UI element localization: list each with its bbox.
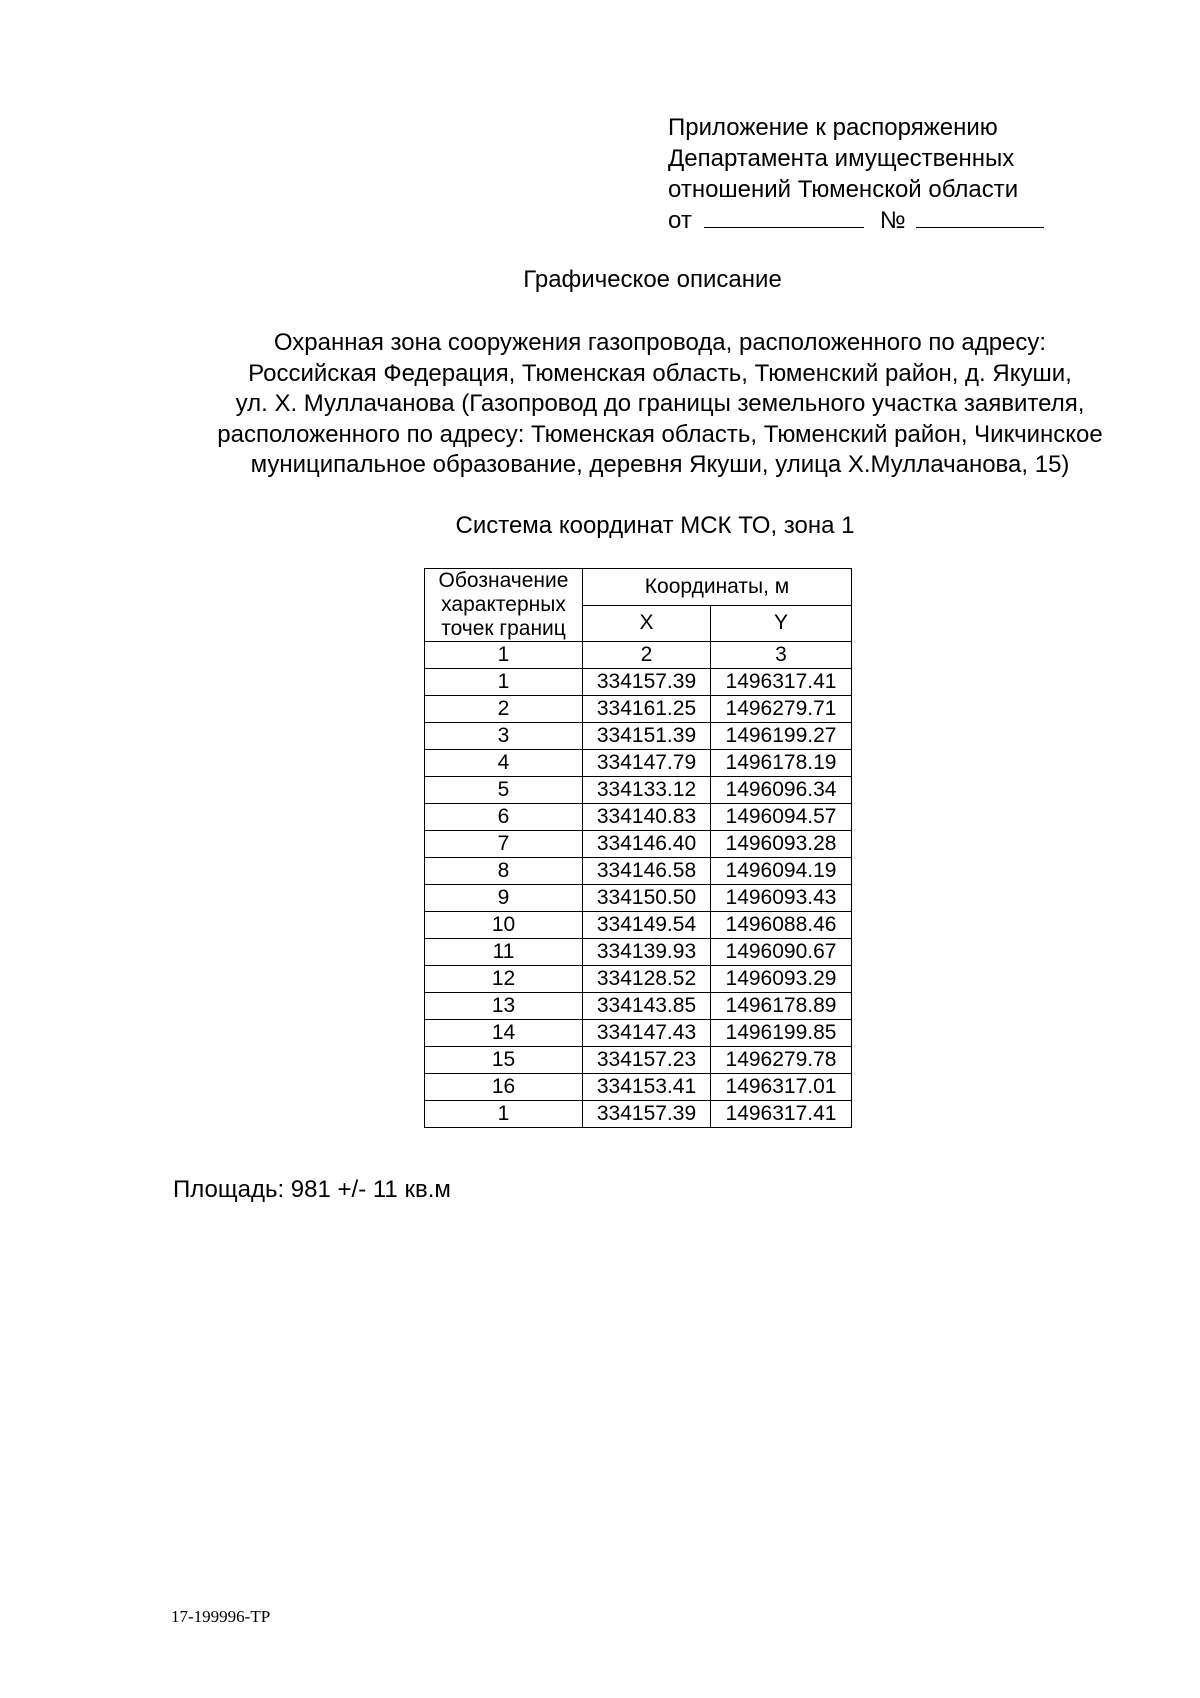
y-cell: 1496199.85: [711, 1020, 852, 1047]
x-cell: 334161.25: [583, 696, 711, 723]
point-cell: 15: [425, 1047, 583, 1074]
x-cell: 334128.52: [583, 966, 711, 993]
header-y: Y: [711, 605, 852, 642]
footer-code: 17-199996-TP: [171, 1607, 271, 1626]
point-cell: 7: [425, 831, 583, 858]
area-text: Площадь: 981 +/- 11 кв.м: [173, 1176, 451, 1203]
appendix-line: Департамента имущественных: [668, 145, 1015, 172]
y-cell: 1496093.43: [711, 885, 852, 912]
point-cell: 8: [425, 858, 583, 885]
x-cell: 334139.93: [583, 939, 711, 966]
x-cell: 334153.41: [583, 1074, 711, 1101]
y-cell: 1496088.46: [711, 912, 852, 939]
table-row: [425, 831, 852, 858]
table-row: [425, 993, 852, 1020]
y-cell: 1496094.19: [711, 858, 852, 885]
y-cell: 1496093.29: [711, 966, 852, 993]
subject-line: Охранная зона сооружения газопровода, расположенного по адресу:: [273, 329, 1047, 356]
document-title: Графическое описание: [523, 266, 782, 293]
header-point: Обозначение характерных точек границ: [425, 569, 583, 642]
point-cell: 9: [425, 885, 583, 912]
x-cell: 334146.40: [583, 831, 711, 858]
point-cell: 3: [425, 723, 583, 750]
coordinate-system: Система координат МСК ТО, зона 1: [455, 512, 855, 539]
subject-line: муниципальное образование, деревня Якуши, улица Х.Муллачанова, 15): [250, 451, 1070, 478]
table-row: [425, 912, 852, 939]
point-cell: 1: [425, 669, 583, 696]
table-row: [425, 669, 852, 696]
y-cell: 1496090.67: [711, 939, 852, 966]
x-cell: 334147.43: [583, 1020, 711, 1047]
x-cell: 334133.12: [583, 777, 711, 804]
subject-line: расположенного по адресу: Тюменская область, Тюменский район, Чикчинское: [217, 420, 1103, 448]
x-cell: 334147.79: [583, 750, 711, 777]
y-cell: 1496094.57: [711, 804, 852, 831]
point-cell: 16: [425, 1074, 583, 1101]
appendix-line: отношений Тюменской области: [668, 176, 1019, 203]
point-cell: 1: [425, 1101, 583, 1128]
point-cell: 6: [425, 804, 583, 831]
coordinates-table: [424, 568, 852, 1128]
number-blank: [916, 206, 1044, 228]
column-number: 1: [425, 642, 583, 669]
subject-description: [170, 328, 1150, 481]
x-cell: 334157.39: [583, 1101, 711, 1128]
table-row: [425, 804, 852, 831]
header-x: X: [583, 605, 711, 642]
appendix-block: [668, 112, 1044, 236]
point-cell: 10: [425, 912, 583, 939]
y-cell: 1496093.28: [711, 831, 852, 858]
y-cell: 1496279.78: [711, 1047, 852, 1074]
x-cell: 334157.23: [583, 1047, 711, 1074]
subject-line: ул. Х. Муллачанова (Газопровод до границы земельного участка заявителя,: [235, 390, 1085, 417]
x-cell: 334150.50: [583, 885, 711, 912]
date-blank: [704, 206, 864, 228]
point-cell: 13: [425, 993, 583, 1020]
x-cell: 334151.39: [583, 723, 711, 750]
y-cell: 1496178.19: [711, 750, 852, 777]
point-cell: 12: [425, 966, 583, 993]
y-cell: 1496317.41: [711, 1101, 852, 1128]
table-row: [425, 966, 852, 993]
table-row: [425, 723, 852, 750]
header-coords: Координаты, м: [583, 569, 852, 606]
y-cell: 1496199.27: [711, 723, 852, 750]
x-cell: 334146.58: [583, 858, 711, 885]
table-row: [425, 885, 852, 912]
table-row: [425, 1074, 852, 1101]
table-row: [425, 858, 852, 885]
column-number: 3: [711, 642, 852, 669]
subject-line: Российская Федерация, Тюменская область, Тюменский район, д. Якуши,: [248, 359, 1072, 387]
point-cell: 11: [425, 939, 583, 966]
table-row: [425, 696, 852, 723]
x-cell: 334149.54: [583, 912, 711, 939]
table-row: [425, 750, 852, 777]
table-row: [425, 777, 852, 804]
column-number: 2: [583, 642, 711, 669]
y-cell: 1496178.89: [711, 993, 852, 1020]
table-row: [425, 1020, 852, 1047]
y-cell: 1496317.41: [711, 669, 852, 696]
appendix-line: Приложение к распоряжению: [668, 114, 998, 141]
point-cell: 5: [425, 777, 583, 804]
x-cell: 334143.85: [583, 993, 711, 1020]
appendix-date-number-line: [668, 205, 1044, 236]
point-cell: 2: [425, 696, 583, 723]
y-cell: 1496096.34: [711, 777, 852, 804]
point-cell: 14: [425, 1020, 583, 1047]
x-cell: 334140.83: [583, 804, 711, 831]
point-cell: 4: [425, 750, 583, 777]
number-sign: №: [879, 207, 906, 234]
table-row: [425, 939, 852, 966]
x-cell: 334157.39: [583, 669, 711, 696]
coordinates-rows: [425, 669, 852, 1128]
table-row: [425, 1101, 852, 1128]
y-cell: 1496317.01: [711, 1074, 852, 1101]
table-row: [425, 1047, 852, 1074]
y-cell: 1496279.71: [711, 696, 852, 723]
date-prefix: от: [668, 207, 692, 234]
